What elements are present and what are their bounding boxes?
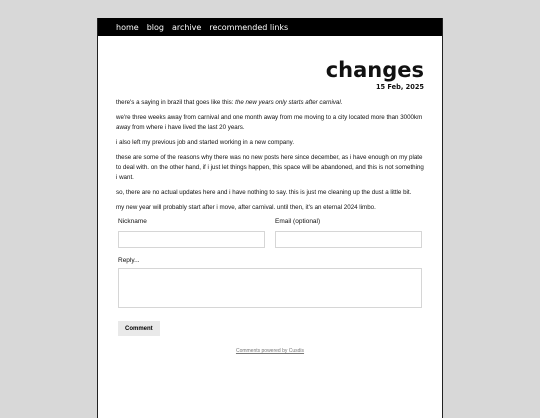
paragraph-text: there's a saying in brazil that goes like this: — [116, 99, 236, 106]
post-paragraph: we're three weeks away from carnival and one month away from me moving to a city located more than 3000km away from where i have lived the last 20 years. — [116, 114, 423, 131]
page-container — [97, 18, 443, 418]
nickname-field-group — [118, 218, 265, 248]
comment-submit-button[interactable]: Comment — [118, 321, 160, 336]
post-paragraph: i also left my previous job and started working in a new company. — [116, 139, 295, 146]
powered-by-footer — [118, 348, 422, 354]
top-nav — [98, 18, 442, 36]
email-input[interactable] — [275, 231, 422, 248]
post-paragraph: these are some of the reasons why there was no new posts here since december, as i have enough on my plate to deal with. on the other hand, if i just let things happen, this space will be abandoned, and this is not something i want. — [116, 154, 424, 181]
nickname-label: Nickname — [118, 218, 147, 225]
comment-form-row — [118, 218, 422, 248]
email-label: Email (optional) — [275, 218, 321, 225]
post-date: 15 Feb, 2025 — [375, 83, 424, 91]
nav-home-link[interactable]: home — [116, 22, 139, 32]
reply-label: Reply... — [118, 257, 140, 264]
email-field-group — [275, 218, 422, 248]
cusdis-link[interactable]: Comments powered by Cusdis — [235, 348, 305, 354]
post-title: changes — [325, 58, 424, 82]
post-paragraph: my new year will probably start after i move, after carnival. until then, it's an eternal 2024 limbo. — [116, 204, 376, 211]
post-content — [98, 58, 442, 354]
nav-recommended-links-link[interactable]: recommended links — [209, 22, 289, 32]
post-paragraph — [116, 98, 424, 108]
post-paragraph: so, there are no actual updates here and i have nothing to say. this is just me cleaning up the dust a little bit. — [116, 189, 412, 196]
paragraph-quote: the new years only starts after carnival. — [235, 99, 343, 106]
comment-form — [116, 218, 424, 354]
reply-textarea[interactable] — [118, 268, 422, 308]
nav-archive-link[interactable]: archive — [171, 22, 202, 32]
nickname-input[interactable] — [118, 231, 265, 248]
nav-blog-link[interactable]: blog — [146, 22, 164, 32]
